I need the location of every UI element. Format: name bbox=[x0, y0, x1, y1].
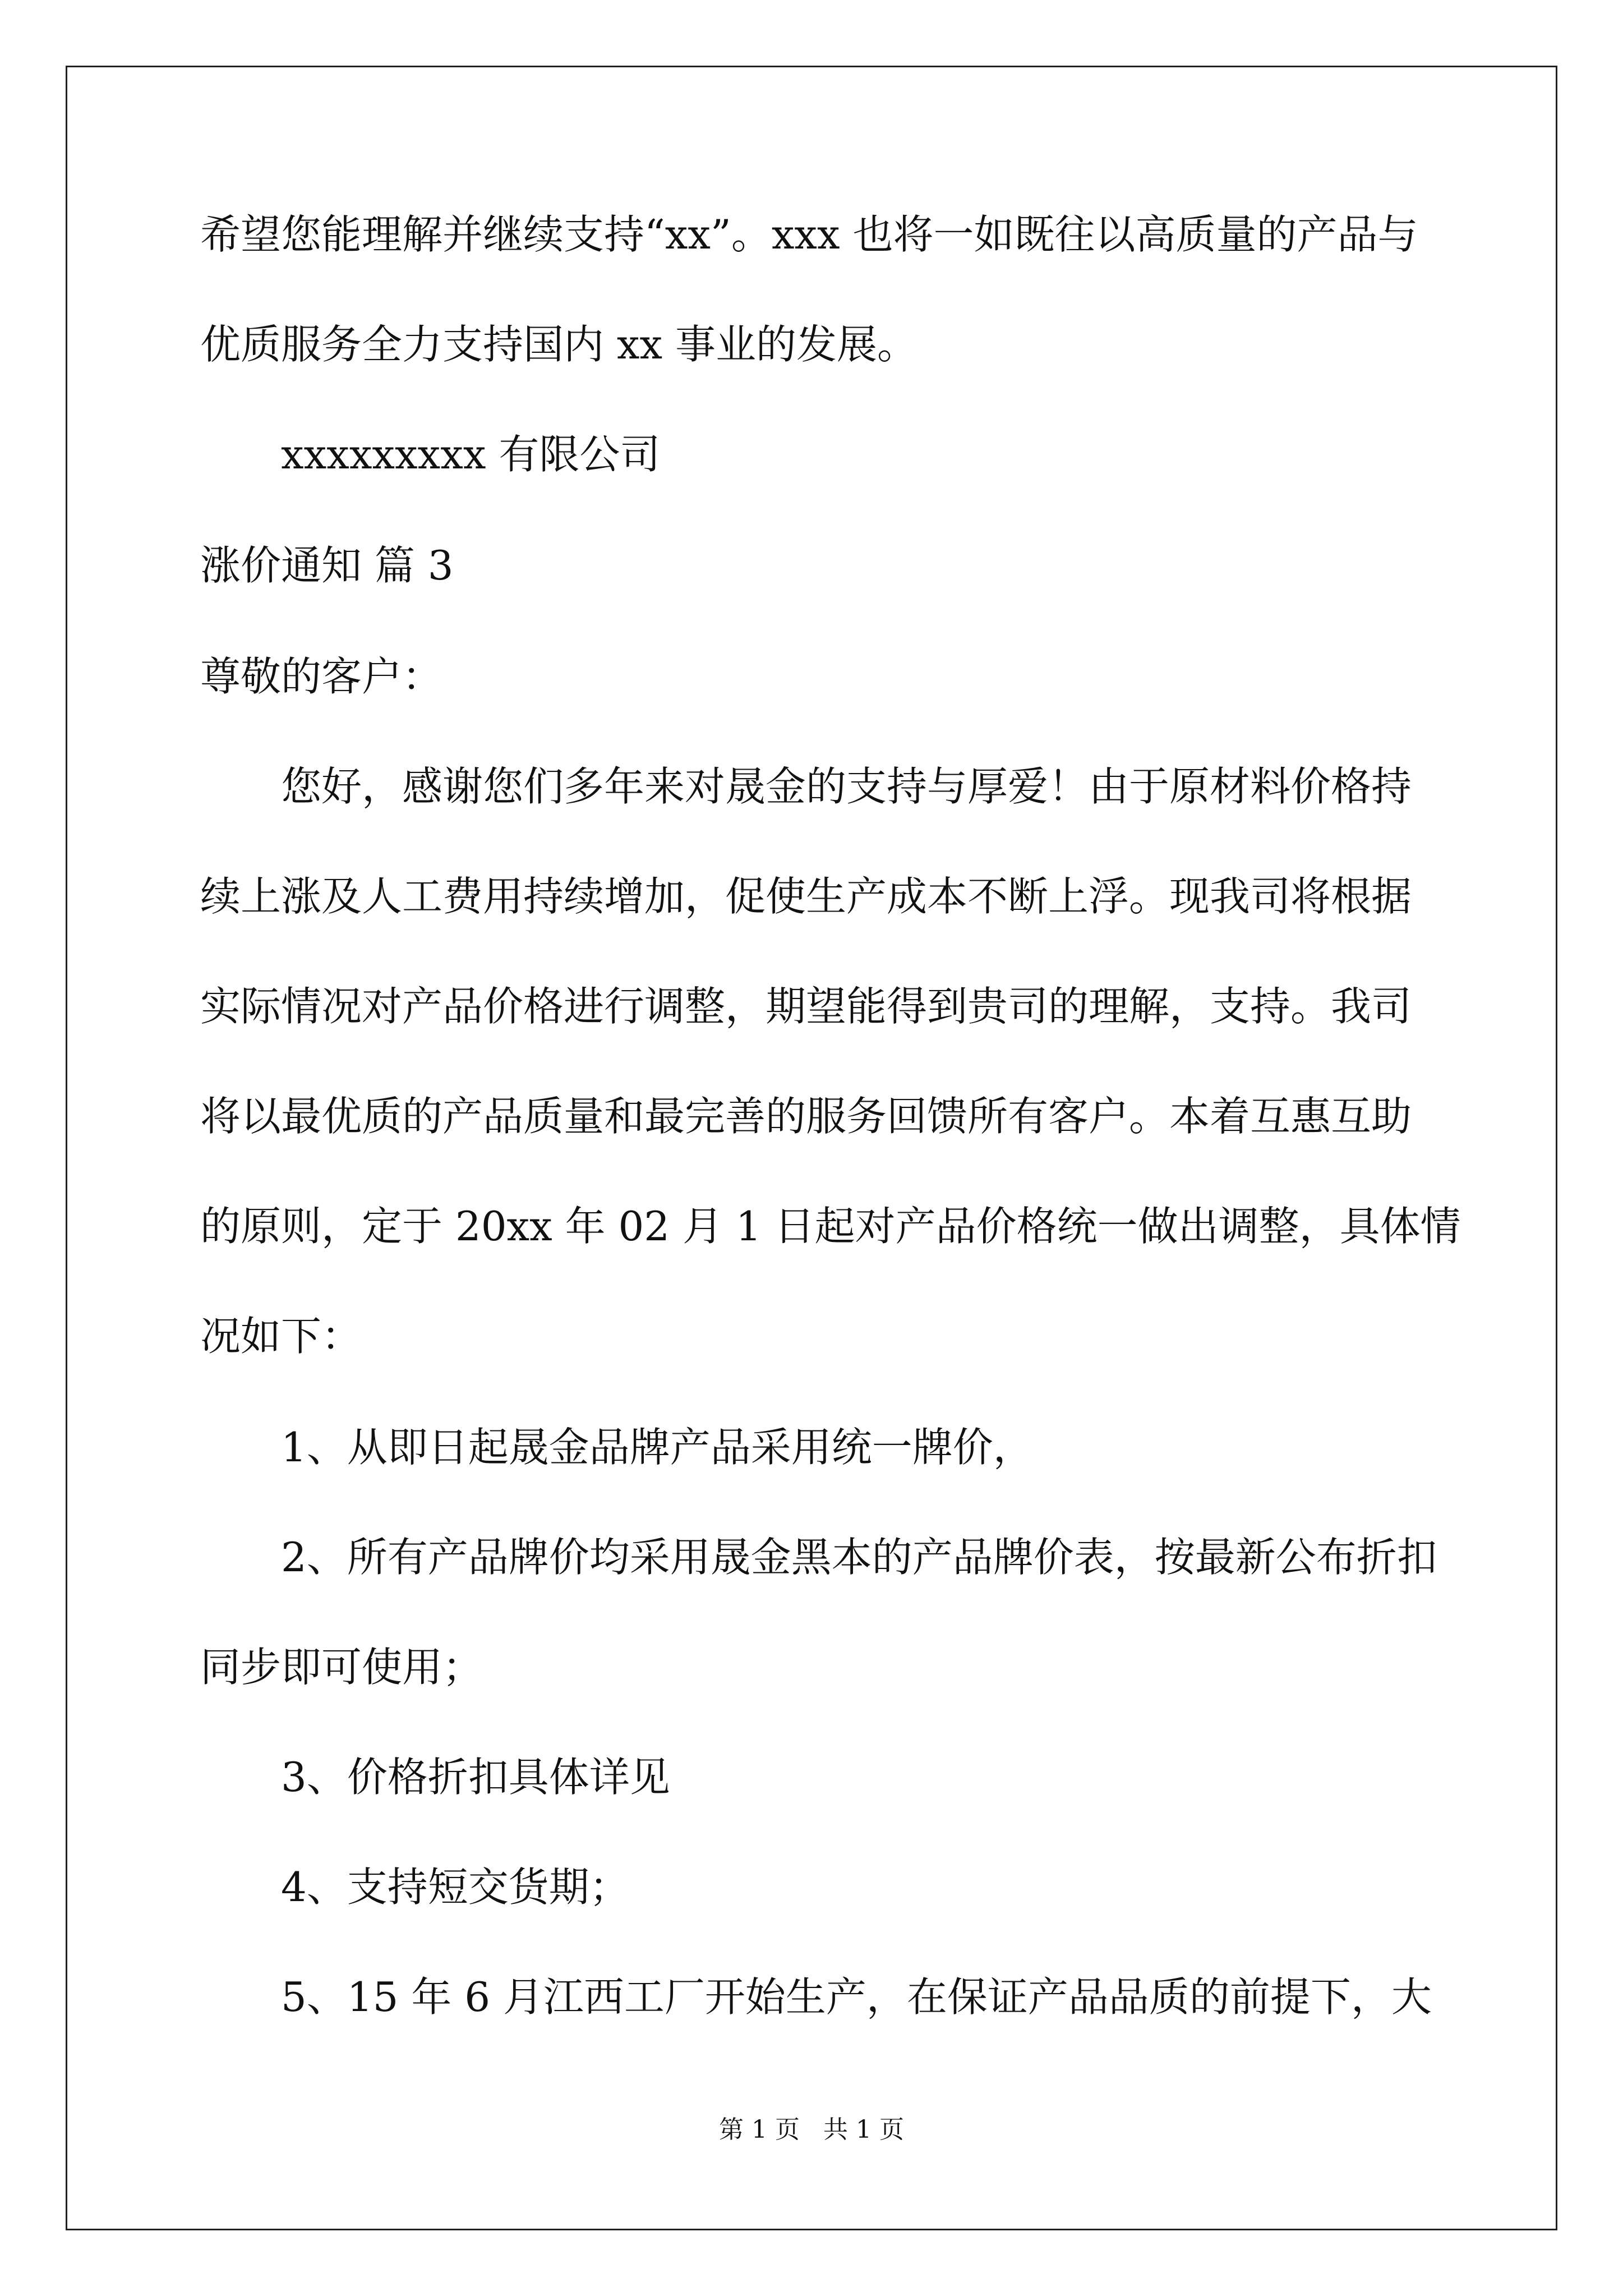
list-item: 5、15 年 6 月江西工厂开始生产，在保证产品品质的前提下，大 bbox=[281, 1973, 1432, 2021]
text-line: 希望您能理解并继续支持“xx”。xxx 也将一如既往以高质量的产品与 bbox=[200, 211, 1418, 258]
text-line: 实际情况对产品价格进行调整，期望能得到贵司的理解，支持。我司 bbox=[200, 983, 1412, 1030]
text-line: 续上涨及人工费用持续增加，促使生产成本不断上浮。现我司将根据 bbox=[200, 873, 1412, 920]
list-item: 4、支持短交货期； bbox=[281, 1864, 630, 1911]
salutation: 尊敬的客户： bbox=[200, 653, 443, 700]
text-line: 优质服务全力支持国内 xx 事业的发展。 bbox=[200, 321, 917, 368]
list-item: 1、从即日起晟金品牌产品采用统一牌价， bbox=[281, 1424, 1034, 1471]
list-item: 3、价格折扣具体详见 bbox=[281, 1754, 670, 1801]
text-line: 同步即可使用； bbox=[200, 1644, 483, 1691]
list-item: 2、所有产品牌价均采用晟金黑本的产品牌价表，按最新公布折扣 bbox=[281, 1534, 1437, 1581]
signature-company: xxxxxxxxx 有限公司 bbox=[281, 431, 661, 478]
text-line: 况如下： bbox=[200, 1313, 362, 1360]
text-line: 您好，感谢您们多年来对晟金的支持与厚爱！由于原材料价格持 bbox=[281, 763, 1412, 810]
text-line: 的原则，定于 20xx 年 02 月 1 日起对产品价格统一做出调整，具体情 bbox=[200, 1203, 1461, 1250]
text-line: 将以最优质的产品质量和最完善的服务回馈所有客户。本着互惠互助 bbox=[200, 1093, 1412, 1140]
section-heading: 涨价通知 篇 3 bbox=[200, 542, 454, 589]
page-footer: 第 1 页 共 1 页 bbox=[719, 2115, 904, 2144]
